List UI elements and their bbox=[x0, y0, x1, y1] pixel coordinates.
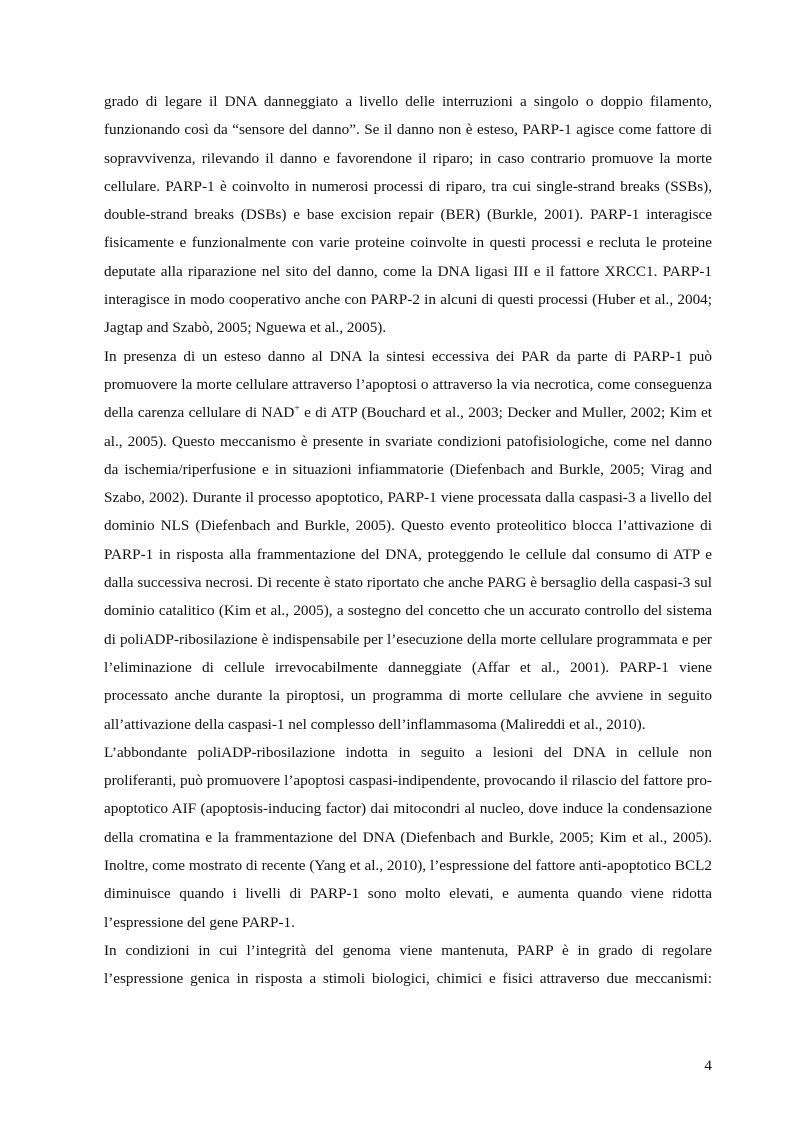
paragraph: In condizioni in cui l’integrità del genoma viene mantenuta, PARP è in grado di regolare l’espressione genica in risposta a stimoli biologici, chimici e fisici attraverso due meccanismi: bbox=[104, 941, 712, 988]
paragraph-text: e di ATP (Bouchard et al., 2003; Decker and Muller, 2002; Kim et al., 2005). Questo meccanismo è presente in svariate condizioni patofisiologiche, come nel danno da ischemia/riperfusione e in situazioni infiammatorie (Diefenbach and Burkle, 2005; Virag and Szabo, 2002). Durante il processo apoptotico, PARP-1 viene processata dalla caspasi-3 a livello del dominio NLS (Diefenbach and Burkle, 2005). Questo evento proteolitico blocca l’attivazione di PARP-1 in risposta alla frammentazione del DNA, proteggendo le cellule dal consumo di ATP e dalla successiva necrosi. Di recente è stato riportato che anche PARG è bersaglio della caspasi-3 sul dominio catalitico (Kim et al., 2005), a sostegno del concetto che un accurato controllo del sistema di poliADP-ribosilazione è indispensabile per l’esecuzione della morte cellulare programmata e per l’eliminazione di cellule irrevocabilmente danneggiate (Affar et al., 2001). PARP-1 viene processato anche durante la piroptosi, un programma di morte cellulare che avviene in seguito all’attivazione della caspasi-1 nel complesso dell’inflammasoma (Malireddi et al., 2010). bbox=[104, 404, 712, 733]
paragraph-text: In presenza di un esteso danno al DNA la sintesi eccessiva dei PAR da parte di PARP-1 può promuovere la morte cellulare attraverso l’apoptosi o attraverso la via necrotica, come conseguenza della carenza cellulare di NAD bbox=[104, 347, 712, 422]
paragraph: L’abbondante poliADP-ribosilazione indotta in seguito a lesioni del DNA in cellule non proliferanti, può promuovere l’apoptosi caspasi-indipendente, provocando il rilascio del fattore pro-apoptotico AIF (apoptosis-inducing factor) dai mitocondri al nucleo, dove induce la condensazione della cromatina e la frammentazione del DNA (Diefenbach and Burkle, 2005; Kim et al., 2005). Inoltre, come mostrato di recente (Yang et al., 2010), l’espressione del fattore anti-apoptotico BCL2 diminuisce quando i livelli di PARP-1 sono molto elevati, e aumenta quando viene ridotta l’espressione del gene PARP-1. bbox=[104, 743, 712, 931]
page-number: 4 bbox=[704, 1057, 712, 1074]
superscript: + bbox=[294, 404, 300, 415]
paragraph bbox=[104, 343, 712, 739]
body-text bbox=[104, 88, 712, 994]
paragraph: grado di legare il DNA danneggiato a livello delle interruzioni a singolo o doppio filamento, funzionando così da “sensore del danno”. Se il danno non è esteso, PARP-1 agisce come fattore di sopravvivenza, rilevando il danno e favorendone il riparo; in caso contrario promuove la morte cellulare. PARP-1 è coinvolto in numerosi processi di riparo, tra cui single-strand breaks (SSBs), double-strand breaks (DSBs) e base excision repair (BER) (Burkle, 2001). PARP-1 interagisce fisicamente e funzionalmente con varie proteine coinvolte in questi processi e recluta le proteine deputate alla riparazione nel sito del danno, come la DNA ligasi III e il fattore XRCC1. PARP-1 interagisce in modo cooperativo anche con PARP-2 in alcuni di questi processi (Huber et al., 2004; Jagtap and Szabò, 2005; Nguewa et al., 2005). bbox=[104, 93, 712, 337]
